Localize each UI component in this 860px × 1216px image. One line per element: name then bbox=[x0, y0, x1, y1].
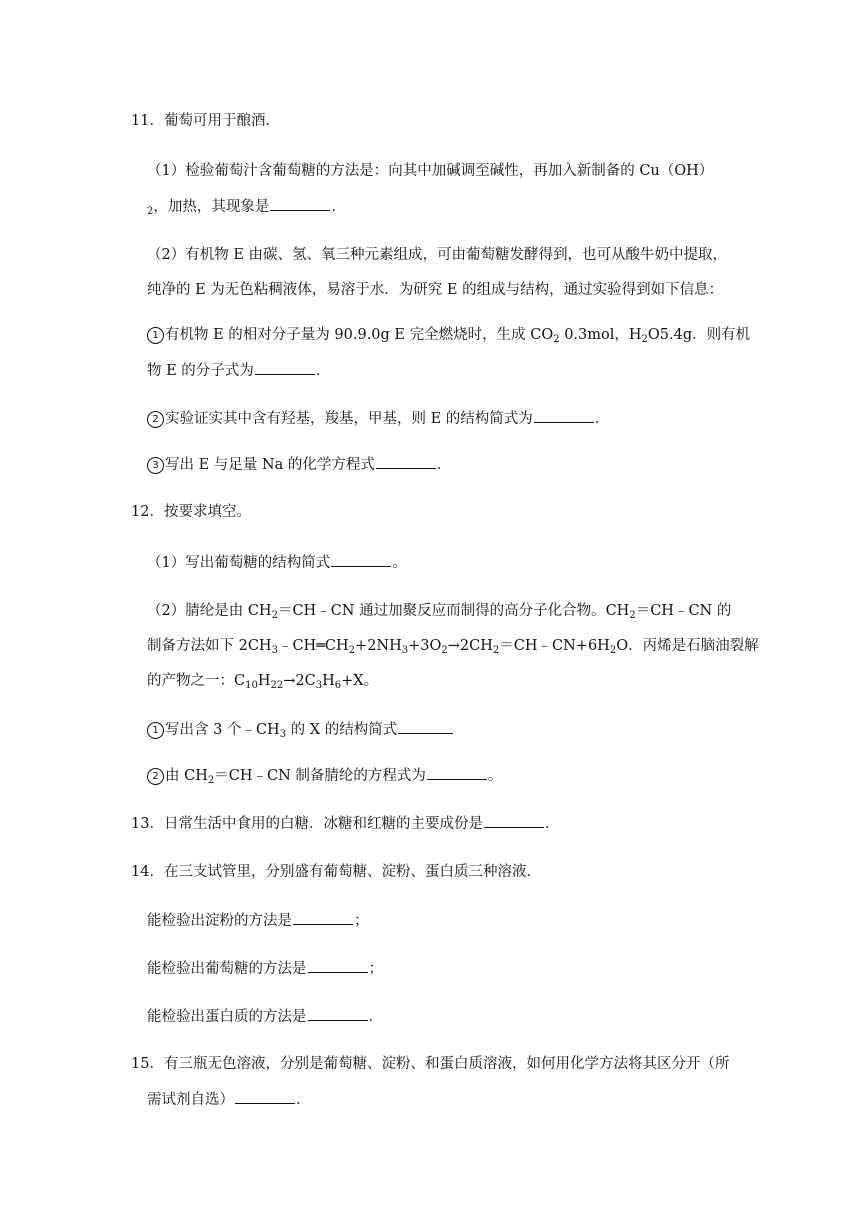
q11-item2: 2 实验证实其中含有羟基，羧基，甲基，则 E 的结构简式为 ． bbox=[147, 408, 609, 429]
circled-number: 2 bbox=[147, 768, 164, 785]
q12-part2-line1: （2）腈纶是由 $CH_2=CH﹣CN$ 通过加聚反应而制得的高分子化合物。$CH_2=CH﹣CN$ 的 bbox=[147, 603, 732, 621]
q11-item1-line2: 物 E 的分子式为 ． bbox=[147, 360, 330, 381]
q12-title: 12．按要求填空。 bbox=[131, 504, 251, 520]
circled-number: 2 bbox=[147, 411, 164, 428]
answer-blank[interactable] bbox=[376, 454, 436, 469]
q11-part1-line1: （1）检验葡萄汁含葡萄糖的方法是：向其中加碱调至碱性，再加入新制备的 Cu（OH） bbox=[147, 163, 714, 179]
q11-item1-line1: 1 有机物 E 的相对分子量为 90.9.0g E 完全燃烧时，生成 $CO_2$ 0.3mol，$H_2O5.4g$．则有机 bbox=[147, 325, 750, 345]
q12-item1: 1 写出含 3 个$﹣CH_3$ 的 X 的结构简式 bbox=[147, 719, 454, 740]
answer-blank[interactable] bbox=[398, 719, 453, 734]
q11-title: 11．葡萄可用于酿酒． bbox=[131, 113, 280, 129]
answer-blank[interactable] bbox=[235, 1089, 295, 1104]
q14-line3: 能检验出蛋白质的方法是 ． bbox=[147, 1006, 383, 1027]
circled-number: 3 bbox=[147, 457, 164, 474]
q12-part2-line3: 的产物之一：$C_{10}H_{22}\to 2C_3H_6+X$。 bbox=[147, 673, 379, 691]
answer-blank[interactable] bbox=[308, 958, 368, 973]
q11-part2-line2: 纯净的 E 为无色粘稠液体，易溶于水．为研究 E 的组成与结构，通过实验得到如下信息： bbox=[147, 282, 724, 298]
answer-blank[interactable] bbox=[293, 910, 353, 925]
q11-part2-line1: （2）有机物 E 由碳、氢、氧三种元素组成，可由葡萄糖发酵得到，也可从酸牛奶中提取， bbox=[147, 247, 728, 263]
answer-blank[interactable] bbox=[308, 1006, 368, 1021]
q12-part2-line2: 制备方法如下 $2CH_3﹣CH═CH_2+2NH_3+3O_2\to 2CH_2=CH﹣CN+6H_2O$．丙烯是石脑油裂解 bbox=[147, 638, 759, 656]
answer-blank[interactable] bbox=[427, 765, 487, 780]
circled-number: 1 bbox=[147, 722, 164, 739]
q15-line2: 需试剂自选） ． bbox=[147, 1089, 311, 1110]
answer-blank[interactable] bbox=[270, 196, 330, 211]
answer-blank[interactable] bbox=[255, 360, 315, 375]
q14-title: 14．在三支试管里，分别盛有葡萄糖、淀粉、蛋白质三种溶液． bbox=[131, 864, 541, 880]
q11-item3: 3 写出 E 与足量 Na 的化学方程式 ． bbox=[147, 454, 451, 475]
circled-number: 1 bbox=[147, 327, 164, 344]
q12-part1: （1）写出葡萄糖的结构简式 。 bbox=[147, 552, 407, 573]
answer-blank[interactable] bbox=[484, 813, 544, 828]
q13-text: 13．日常生活中食用的白糖．冰糖和红糖的主要成份是 ． bbox=[131, 813, 559, 834]
q11-part1-line2: $_2$，加热，其现象是 ． bbox=[147, 196, 346, 217]
answer-blank[interactable] bbox=[331, 552, 391, 567]
answer-blank[interactable] bbox=[534, 408, 594, 423]
q12-item2: 2 由 $CH_2=CH﹣CN$ 制备腈纶的方程式为 。 bbox=[147, 765, 502, 786]
q14-line2: 能检验出葡萄糖的方法是 ； bbox=[147, 958, 383, 979]
q14-line1: 能检验出淀粉的方法是 ； bbox=[147, 910, 369, 931]
q15-line1: 15．有三瓶无色溶液，分别是葡萄糖、淀粉、和蛋白质溶液，如何用化学方法将其区分开（所 bbox=[131, 1056, 730, 1072]
